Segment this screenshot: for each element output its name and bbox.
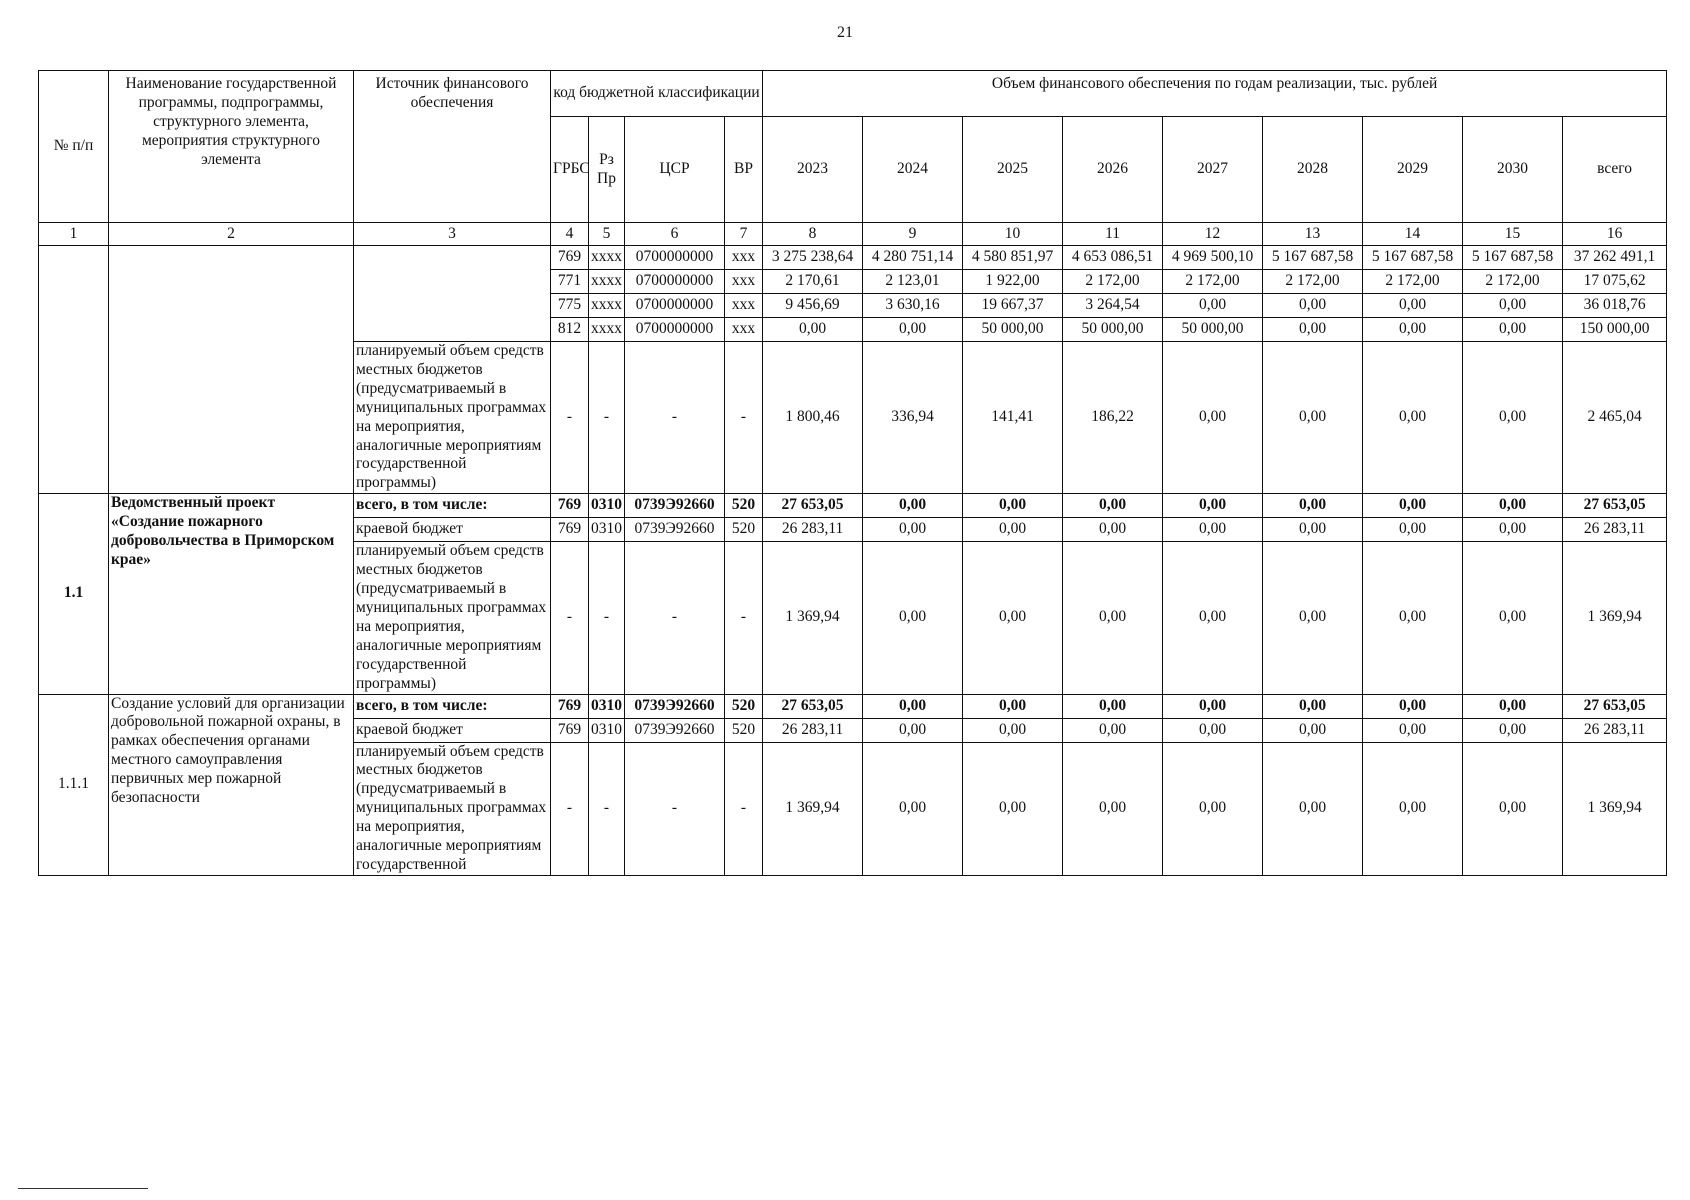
- value-cell: 0,00: [863, 694, 963, 718]
- value-cell: 0,00: [1063, 542, 1163, 694]
- value-cell: 0,00: [1263, 542, 1363, 694]
- value-cell: 0,00: [863, 318, 963, 342]
- value-cell: 2 170,61: [763, 270, 863, 294]
- header-source: Источник финансового обеспечения: [354, 71, 551, 223]
- value-cell: 0,00: [1163, 742, 1263, 875]
- code-grbs: 775: [551, 294, 589, 318]
- header-year: 2030: [1463, 117, 1563, 223]
- value-cell: 0,00: [1263, 318, 1363, 342]
- code-csr: 0739Э92660: [625, 518, 725, 542]
- column-number: 15: [1463, 223, 1563, 246]
- value-cell: 186,22: [1063, 342, 1163, 494]
- table-row-total: [39, 494, 1667, 518]
- value-cell: 0,00: [1463, 494, 1563, 518]
- value-cell-total: 27 653,05: [1563, 694, 1667, 718]
- value-cell: 2 172,00: [1063, 270, 1163, 294]
- code-rzpr: xxxx: [589, 318, 625, 342]
- code-rzpr: 0310: [589, 494, 625, 518]
- value-cell: 2 172,00: [1163, 270, 1263, 294]
- value-cell: 0,00: [1163, 694, 1263, 718]
- value-cell: 4 280 751,14: [863, 246, 963, 270]
- value-cell: 0,00: [1263, 518, 1363, 542]
- page-number: 21: [837, 24, 853, 41]
- value-cell: 1 369,94: [763, 542, 863, 694]
- value-cell: 0,00: [863, 542, 963, 694]
- value-cell: 141,41: [963, 342, 1063, 494]
- code-rzpr: 0310: [589, 694, 625, 718]
- value-cell: 9 456,69: [763, 294, 863, 318]
- value-cell: 2 123,01: [863, 270, 963, 294]
- header-name: Наименование государственной программы, подпрограммы, структурного элемента, мероприятия структурного элемента: [109, 71, 354, 223]
- code-grbs: 769: [551, 694, 589, 718]
- value-cell: 0,00: [1463, 694, 1563, 718]
- value-cell: 0,00: [1163, 294, 1263, 318]
- source-planned-local: планируемый объем средств местных бюджетов (предусматриваемый в муниципальных программах на мероприятия, аналогичные мероприятиям государственной программы): [354, 542, 551, 694]
- column-number: 2: [109, 223, 354, 246]
- code-vr: 520: [725, 494, 763, 518]
- code-rzpr: 0310: [589, 718, 625, 742]
- value-cell: 2 172,00: [1263, 270, 1363, 294]
- code-csr: 0700000000: [625, 318, 725, 342]
- header-year: 2025: [963, 117, 1063, 223]
- value-cell: 3 264,54: [1063, 294, 1163, 318]
- row-index-empty: [39, 246, 109, 494]
- code-vr: 520: [725, 718, 763, 742]
- column-numbers-row: [39, 223, 1667, 246]
- value-cell: 0,00: [1463, 318, 1563, 342]
- financing-table-sheet: [38, 70, 1666, 876]
- value-cell: 1 922,00: [963, 270, 1063, 294]
- code-rzpr: xxxx: [589, 270, 625, 294]
- source-planned-local: планируемый объем средств местных бюджетов (предусматриваемый в муниципальных программах на мероприятия, аналогичные мероприятиям государственной программы): [354, 342, 551, 494]
- value-cell-total: 37 262 491,1: [1563, 246, 1667, 270]
- table-row: [39, 246, 1667, 270]
- code-grbs: 771: [551, 270, 589, 294]
- value-cell: 4 969 500,10: [1163, 246, 1263, 270]
- column-number: 10: [963, 223, 1063, 246]
- code-csr: -: [625, 742, 725, 875]
- code-grbs: 769: [551, 518, 589, 542]
- source-regional: краевой бюджет: [354, 718, 551, 742]
- value-cell: 0,00: [863, 718, 963, 742]
- code-grbs: 769: [551, 494, 589, 518]
- value-cell: 5 167 687,58: [1463, 246, 1563, 270]
- value-cell: 0,00: [863, 518, 963, 542]
- column-number: 7: [725, 223, 763, 246]
- value-cell: 0,00: [1263, 718, 1363, 742]
- column-number: 13: [1263, 223, 1363, 246]
- value-cell-total: 27 653,05: [1563, 494, 1667, 518]
- row-source-empty: [354, 246, 551, 342]
- header-volume: Объем финансового обеспечения по годам реализации, тыс. рублей: [763, 71, 1667, 117]
- value-cell-total: 1 369,94: [1563, 542, 1667, 694]
- value-cell: 0,00: [1263, 294, 1363, 318]
- value-cell: 0,00: [963, 694, 1063, 718]
- value-cell: 27 653,05: [763, 494, 863, 518]
- value-cell: 0,00: [1163, 518, 1263, 542]
- column-number: 8: [763, 223, 863, 246]
- code-csr: 0739Э92660: [625, 494, 725, 518]
- value-cell: 0,00: [1363, 318, 1463, 342]
- column-number: 4: [551, 223, 589, 246]
- code-csr: -: [625, 542, 725, 694]
- code-csr: 0739Э92660: [625, 718, 725, 742]
- value-cell: 50 000,00: [1163, 318, 1263, 342]
- column-number: 16: [1563, 223, 1667, 246]
- value-cell: 0,00: [963, 518, 1063, 542]
- header-year: 2028: [1263, 117, 1363, 223]
- code-csr: 0700000000: [625, 270, 725, 294]
- header-csr: ЦСР: [625, 117, 725, 223]
- value-cell: 0,00: [1463, 542, 1563, 694]
- value-cell: 2 172,00: [1363, 270, 1463, 294]
- value-cell: 0,00: [1063, 718, 1163, 742]
- value-cell: 0,00: [1463, 742, 1563, 875]
- value-cell: 50 000,00: [1063, 318, 1163, 342]
- value-cell-total: 26 283,11: [1563, 518, 1667, 542]
- column-number: 3: [354, 223, 551, 246]
- source-planned-local: планируемый объем средств местных бюджетов (предусматриваемый в муниципальных программах на мероприятия, аналогичные мероприятиям государственной: [354, 742, 551, 875]
- value-cell: 0,00: [1463, 518, 1563, 542]
- value-cell-total: 26 283,11: [1563, 718, 1667, 742]
- value-cell: 0,00: [1363, 518, 1463, 542]
- column-number: 6: [625, 223, 725, 246]
- row-index: 1.1.1: [39, 694, 109, 875]
- value-cell: 3 275 238,64: [763, 246, 863, 270]
- code-grbs: -: [551, 542, 589, 694]
- header-year: 2024: [863, 117, 963, 223]
- header-year: 2023: [763, 117, 863, 223]
- code-vr: 520: [725, 518, 763, 542]
- header-rzpr: Рз Пр: [589, 117, 625, 223]
- financing-table: [38, 70, 1667, 876]
- row-name-activity: Создание условий для организации добровольной пожарной охраны, в рамках обеспечения органами местного самоуправления первичных мер пожарной безопасности: [109, 694, 354, 875]
- header-vr: ВР: [725, 117, 763, 223]
- value-cell: 19 667,37: [963, 294, 1063, 318]
- code-vr: xxx: [725, 294, 763, 318]
- value-cell: 0,00: [1063, 518, 1163, 542]
- value-cell: 5 167 687,58: [1363, 246, 1463, 270]
- value-cell: 26 283,11: [763, 718, 863, 742]
- column-number: 1: [39, 223, 109, 246]
- code-grbs: 769: [551, 246, 589, 270]
- column-number: 12: [1163, 223, 1263, 246]
- code-vr: -: [725, 742, 763, 875]
- row-name-empty: [109, 246, 354, 494]
- value-cell-total: 36 018,76: [1563, 294, 1667, 318]
- header-total: всего: [1563, 117, 1667, 223]
- row-index: 1.1: [39, 494, 109, 694]
- source-regional: краевой бюджет: [354, 518, 551, 542]
- header-budget-code: код бюджетной классификации: [551, 71, 763, 117]
- code-csr: 0700000000: [625, 294, 725, 318]
- value-cell: 0,00: [1363, 294, 1463, 318]
- value-cell: 5 167 687,58: [1263, 246, 1363, 270]
- value-cell: 0,00: [1163, 342, 1263, 494]
- code-vr: xxx: [725, 318, 763, 342]
- value-cell: 0,00: [1363, 742, 1463, 875]
- source-total: всего, в том числе:: [354, 494, 551, 518]
- header-year: 2026: [1063, 117, 1163, 223]
- value-cell-total: 2 465,04: [1563, 342, 1667, 494]
- header-year: 2029: [1363, 117, 1463, 223]
- code-grbs: -: [551, 742, 589, 875]
- value-cell: 0,00: [1463, 294, 1563, 318]
- value-cell: 27 653,05: [763, 694, 863, 718]
- header-year: 2027: [1163, 117, 1263, 223]
- code-rzpr: xxxx: [589, 246, 625, 270]
- value-cell: 0,00: [1063, 742, 1163, 875]
- value-cell: 0,00: [1363, 494, 1463, 518]
- column-number: 14: [1363, 223, 1463, 246]
- value-cell: 0,00: [1263, 494, 1363, 518]
- value-cell: 0,00: [1463, 718, 1563, 742]
- value-cell: 336,94: [863, 342, 963, 494]
- value-cell: 4 653 086,51: [1063, 246, 1163, 270]
- value-cell: 0,00: [1363, 542, 1463, 694]
- code-rzpr: xxxx: [589, 294, 625, 318]
- table-row-total: [39, 694, 1667, 718]
- column-number: 11: [1063, 223, 1163, 246]
- value-cell: 0,00: [863, 742, 963, 875]
- column-number: 5: [589, 223, 625, 246]
- code-vr: xxx: [725, 246, 763, 270]
- value-cell: 3 630,16: [863, 294, 963, 318]
- code-vr: -: [725, 342, 763, 494]
- header-no: № п/п: [39, 71, 109, 223]
- code-csr: 0700000000: [625, 246, 725, 270]
- column-number: 9: [863, 223, 963, 246]
- value-cell-total: 150 000,00: [1563, 318, 1667, 342]
- value-cell: 0,00: [1263, 742, 1363, 875]
- code-rzpr: 0310: [589, 518, 625, 542]
- value-cell: 1 800,46: [763, 342, 863, 494]
- value-cell: 50 000,00: [963, 318, 1063, 342]
- value-cell: 2 172,00: [1463, 270, 1563, 294]
- value-cell-total: 17 075,62: [1563, 270, 1667, 294]
- value-cell: 0,00: [963, 718, 1063, 742]
- row-name-project: Ведомственный проект «Создание пожарного добровольчества в Приморском крае»: [109, 494, 354, 694]
- code-grbs: 769: [551, 718, 589, 742]
- code-vr: 520: [725, 694, 763, 718]
- value-cell: 0,00: [1163, 542, 1263, 694]
- value-cell-total: 1 369,94: [1563, 742, 1667, 875]
- code-rzpr: -: [589, 542, 625, 694]
- value-cell: 0,00: [1363, 342, 1463, 494]
- value-cell: 0,00: [1363, 694, 1463, 718]
- value-cell: 0,00: [1063, 694, 1163, 718]
- value-cell: 0,00: [1263, 694, 1363, 718]
- value-cell: 0,00: [863, 494, 963, 518]
- source-total: всего, в том числе:: [354, 694, 551, 718]
- code-csr: -: [625, 342, 725, 494]
- value-cell: 0,00: [963, 494, 1063, 518]
- value-cell: 4 580 851,97: [963, 246, 1063, 270]
- value-cell: 0,00: [963, 742, 1063, 875]
- value-cell: 0,00: [1263, 342, 1363, 494]
- value-cell: 0,00: [1163, 718, 1263, 742]
- footnote-divider: [18, 1188, 148, 1189]
- code-rzpr: -: [589, 342, 625, 494]
- code-grbs: -: [551, 342, 589, 494]
- code-vr: xxx: [725, 270, 763, 294]
- value-cell: 0,00: [1363, 718, 1463, 742]
- value-cell: 0,00: [1063, 494, 1163, 518]
- value-cell: 26 283,11: [763, 518, 863, 542]
- value-cell: 1 369,94: [763, 742, 863, 875]
- value-cell: 0,00: [1463, 342, 1563, 494]
- header-grbs: ГРБС: [551, 117, 589, 223]
- code-vr: -: [725, 542, 763, 694]
- code-grbs: 812: [551, 318, 589, 342]
- value-cell: 0,00: [963, 542, 1063, 694]
- code-rzpr: -: [589, 742, 625, 875]
- value-cell: 0,00: [763, 318, 863, 342]
- code-csr: 0739Э92660: [625, 694, 725, 718]
- value-cell: 0,00: [1163, 494, 1263, 518]
